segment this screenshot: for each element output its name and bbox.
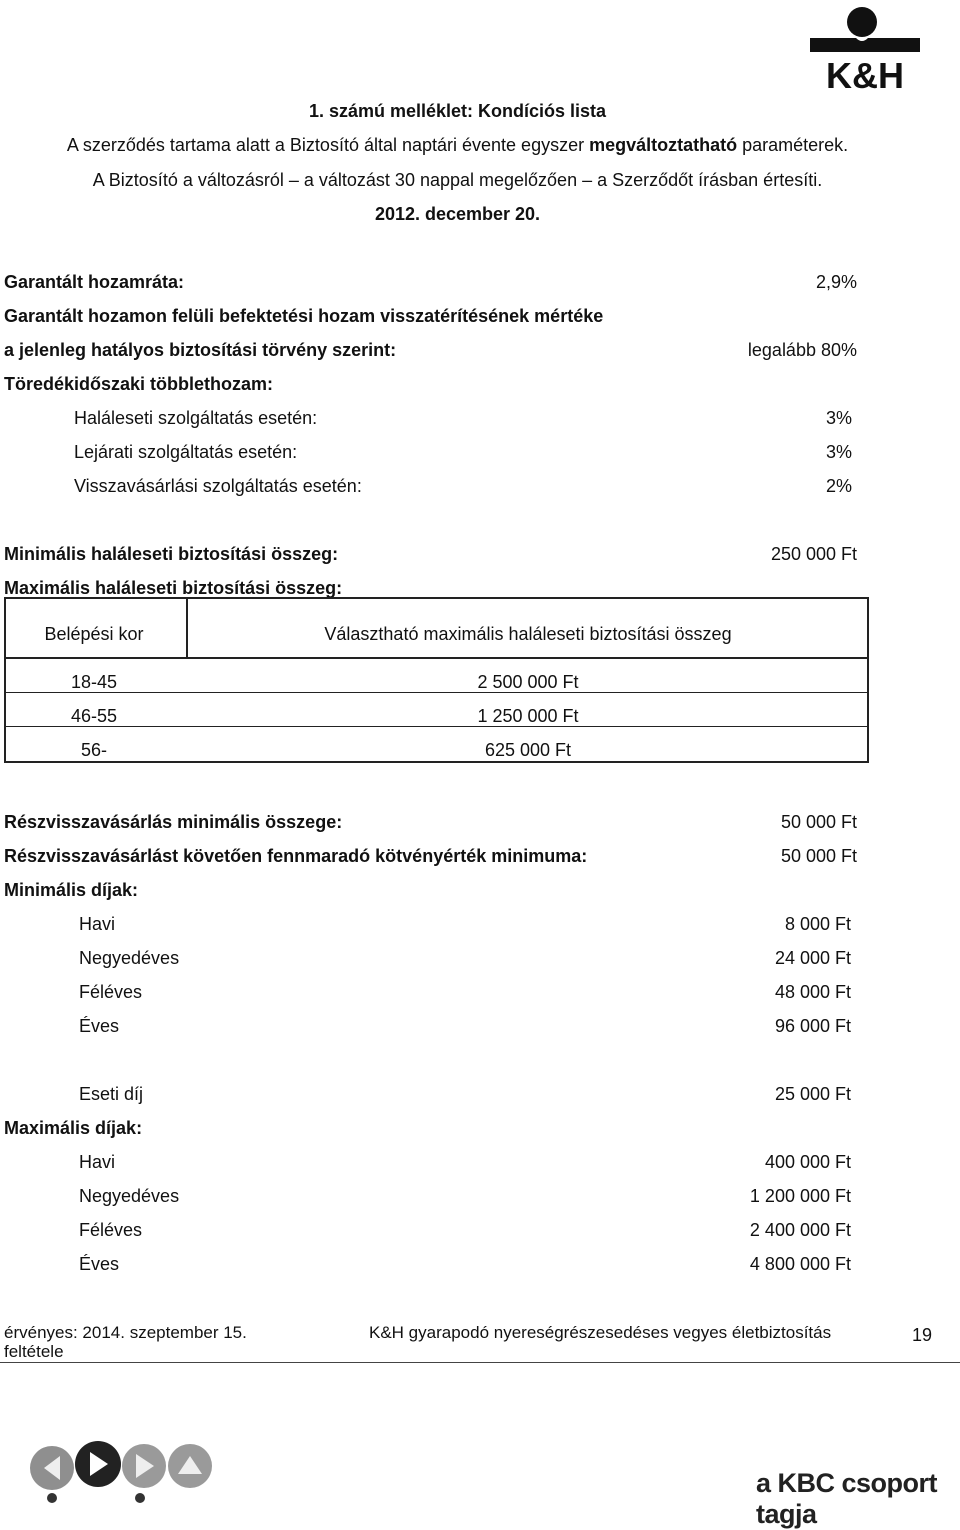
min-fee-quarterly-label: Negyedéves — [79, 948, 180, 968]
min-fee-monthly-value: 8 000 Ft — [784, 914, 851, 934]
min-fee-annual-label: Éves — [79, 1016, 120, 1036]
table-cell-age: 56- — [80, 740, 107, 760]
header-line-1-post: paraméterek. — [737, 135, 849, 155]
footer-valid-date: érvényes: 2014. szeptember 15. — [4, 1323, 247, 1342]
table-cell-amount: 1 250 000 Ft — [477, 706, 579, 726]
kbc-tagline: a KBC csoport tagja — [756, 1468, 938, 1529]
footer-product-cont: feltétele — [4, 1342, 64, 1361]
return-rate-label-1: Garantált hozamon felüli befektetési hozam visszatérítésének mértéke — [4, 306, 604, 326]
fraction-item-death-value: 3% — [825, 408, 852, 428]
table-header-age: Belépési kor — [44, 624, 144, 644]
table-cell-amount: 625 000 Ft — [484, 740, 572, 760]
header-line-2: A Biztosító a változásról – a változást 30 nappal megelőzően – a Szerződőt írásban értesíti. — [92, 170, 823, 190]
fraction-item-surrender-label: Visszavásárlási szolgáltatás esetén: — [74, 476, 362, 496]
min-fee-monthly-label: Havi — [79, 914, 116, 934]
footer-divider — [0, 1362, 960, 1363]
header-date: 2012. december 20. — [374, 204, 541, 224]
arrow-up-icon — [168, 1444, 212, 1488]
partial-surrender-min-value: 50 000 Ft — [780, 812, 857, 832]
max-death-benefit-label: Maximális haláleseti biztosítási összeg: — [4, 578, 343, 598]
footer-product-name: K&H gyarapodó nyereségrészesedéses vegyes életbiztosítás — [369, 1323, 832, 1342]
min-fee-annual-value: 96 000 Ft — [774, 1016, 851, 1036]
fraction-item-maturity-value: 3% — [825, 442, 852, 462]
partial-surrender-remain-value: 50 000 Ft — [780, 846, 857, 866]
partial-surrender-min-label: Részvisszavásárlás minimális összege: — [4, 812, 343, 832]
max-fee-semiannual-label: Féléves — [79, 1220, 143, 1240]
kh-logo — [806, 4, 924, 90]
guaranteed-rate-value: 2,9% — [815, 272, 857, 292]
min-fee-quarterly-value: 24 000 Ft — [774, 948, 851, 968]
page-title: 1. számú melléklet: Kondíciós lista — [308, 101, 607, 121]
table-header-amount: Választható maximális haláleseti biztosítási összeg — [324, 624, 732, 644]
min-death-benefit-label: Minimális haláleseti biztosítási összeg: — [4, 544, 339, 564]
arrow-right-icon — [75, 1441, 121, 1487]
guaranteed-rate-label: Garantált hozamráta: — [4, 272, 185, 292]
header-line-1-pre: A szerződés tartama alatt a Biztosító által naptári évente egyszer — [66, 135, 590, 155]
max-fee-semiannual-value: 2 400 000 Ft — [749, 1220, 851, 1240]
fraction-label: Töredékidőszaki többlethozam: — [4, 374, 274, 394]
return-rate-value: legalább 80% — [747, 340, 857, 360]
min-fee-semiannual-value: 48 000 Ft — [774, 982, 851, 1002]
max-fee-quarterly-value: 1 200 000 Ft — [749, 1186, 851, 1206]
min-fee-semiannual-label: Féléves — [79, 982, 143, 1002]
nav-arrows — [30, 1428, 220, 1503]
kh-logo-text: K&H — [826, 55, 904, 90]
return-rate-label-2: a jelenleg hatályos biztosítási törvény szerint: — [4, 340, 397, 360]
arrow-right-icon — [122, 1444, 166, 1488]
max-fee-monthly-label: Havi — [79, 1152, 116, 1172]
min-fees-label: Minimális díjak: — [4, 880, 139, 900]
arrow-left-icon — [30, 1446, 74, 1490]
fraction-item-surrender-value: 2% — [825, 476, 852, 496]
max-fee-annual-value: 4 800 000 Ft — [749, 1254, 851, 1274]
page-number: 19 — [912, 1325, 933, 1345]
kh-logo-mark — [806, 4, 924, 90]
max-fee-annual-label: Éves — [79, 1254, 120, 1274]
occasional-fee-label: Eseti díj — [79, 1084, 144, 1104]
table-header-divider — [6, 657, 867, 659]
header-line-1 — [0, 134, 915, 156]
table-cell-age: 46-55 — [70, 706, 118, 726]
fraction-item-death-label: Haláleseti szolgáltatás esetén: — [74, 408, 318, 428]
max-fee-quarterly-label: Negyedéves — [79, 1186, 180, 1206]
max-fees-label: Maximális díjak: — [4, 1118, 143, 1138]
max-fee-monthly-value: 400 000 Ft — [764, 1152, 851, 1172]
header-line-1-bold: megváltoztatható — [589, 135, 738, 155]
partial-surrender-remain-label: Részvisszavásárlást követően fennmaradó kötvényérték minimuma: — [4, 846, 588, 866]
occasional-fee-value: 25 000 Ft — [774, 1084, 851, 1104]
min-death-benefit-value: 250 000 Ft — [770, 544, 857, 564]
fraction-item-maturity-label: Lejárati szolgáltatás esetén: — [74, 442, 298, 462]
entry-age-table — [4, 597, 869, 763]
table-cell-amount: 2 500 000 Ft — [477, 672, 579, 692]
table-cell-age: 18-45 — [70, 672, 118, 692]
